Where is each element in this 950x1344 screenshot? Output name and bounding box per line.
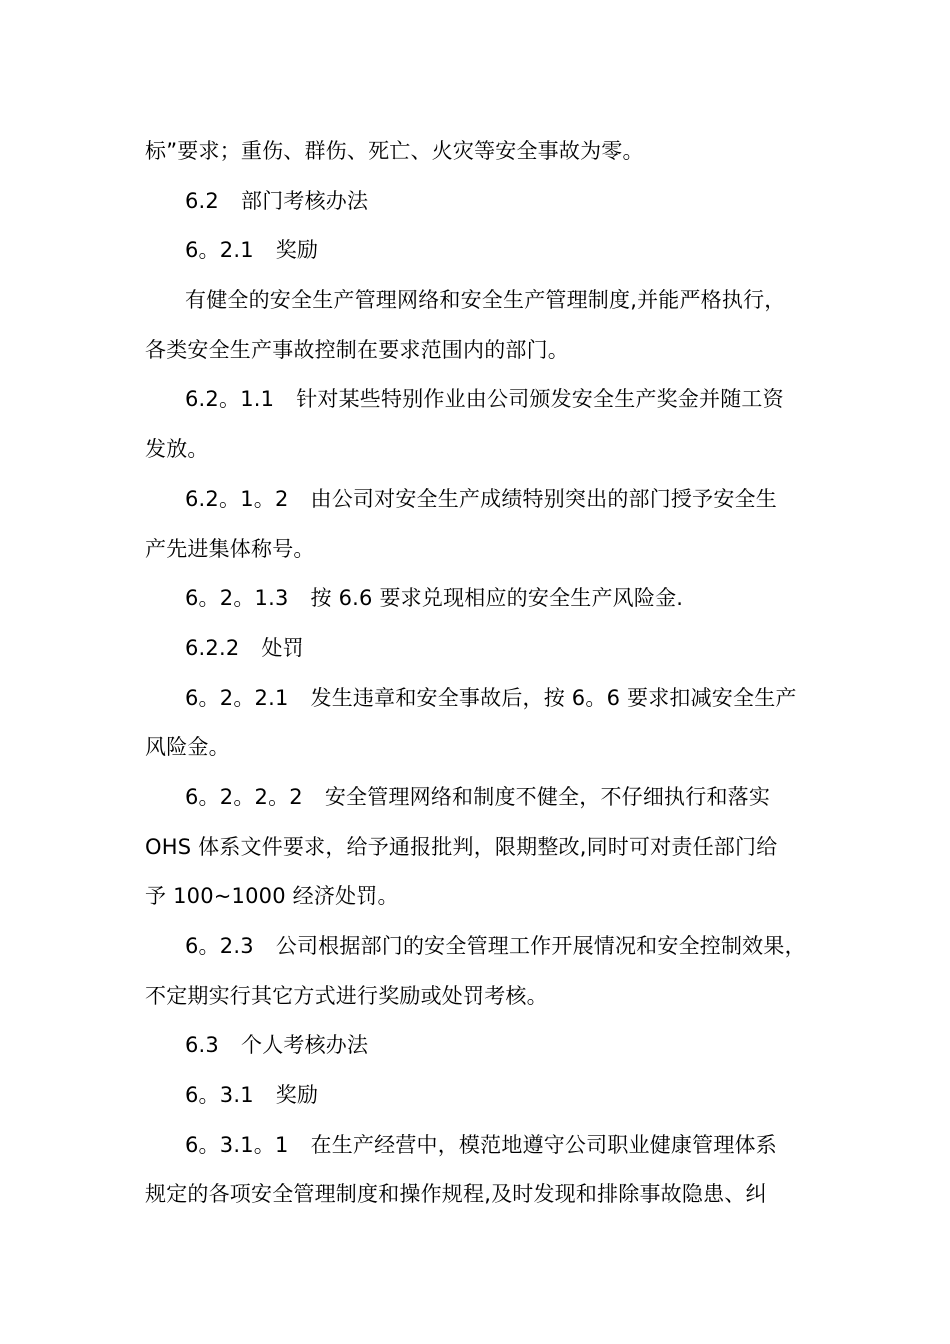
line-text: 部门考核办法	[241, 188, 369, 213]
section-line	[145, 574, 815, 624]
line-text: 针对某些特别作业由公司颁发安全生产奖金并随工资	[296, 387, 784, 412]
line-text: 奖励	[275, 238, 319, 263]
line-text: 由公司对安全生产成绩特别突出的部门授予安全生	[310, 486, 777, 511]
line-text: 发放。	[145, 437, 209, 462]
section-number: 6。2.1	[185, 238, 254, 263]
section-number: 6.2.2	[185, 635, 240, 660]
section-number: 6.2。1。2	[185, 486, 289, 511]
paragraph-line	[145, 276, 815, 326]
section-line	[145, 226, 815, 276]
section-line	[145, 177, 815, 227]
line-text: 公司根据部门的安全管理工作开展情况和安全控制效果，	[275, 934, 806, 958]
section-line	[145, 475, 815, 525]
section-line	[145, 773, 815, 823]
paragraph-line	[145, 823, 815, 873]
line-text: 安全管理网络和制度不健全，不仔细执行和落实	[324, 784, 771, 809]
section-line	[145, 375, 815, 425]
paragraph-line	[145, 723, 815, 773]
paragraph-line	[145, 1170, 815, 1220]
paragraph-line	[145, 326, 815, 376]
line-text: 按 6.6 要求兑现相应的安全生产风险金.	[310, 586, 684, 611]
section-line	[145, 1071, 815, 1121]
line-text: 个人考核办法	[241, 1033, 369, 1058]
line-text: 各类安全生产事故控制在要求范围内的部门。	[145, 337, 569, 362]
paragraph-line	[145, 127, 815, 177]
line-text: 在生产经营中，模范地遵守公司职业健康管理体系	[310, 1132, 777, 1157]
line-text: 有健全的安全生产管理网络和安全生产管理制度,并能严格执行，	[185, 288, 786, 313]
section-line	[145, 674, 815, 724]
paragraph-line	[145, 872, 815, 922]
section-number: 6。2。2。2	[185, 784, 303, 809]
line-text: 处罚	[261, 635, 304, 660]
paragraph-line	[145, 425, 815, 475]
line-text: 规定的各项安全管理制度和操作规程,及时发现和排除事故隐患、纠	[145, 1182, 767, 1207]
section-number: 6。2。2.1	[185, 685, 289, 710]
section-line	[145, 624, 815, 674]
paragraph-line	[145, 972, 815, 1022]
line-text: 奖励	[275, 1083, 319, 1108]
line-text: 予 100~1000 经济处罚。	[145, 884, 399, 909]
line-text: 风险金。	[145, 735, 230, 760]
section-number: 6。3.1	[185, 1083, 254, 1108]
section-number: 6.2。1.1	[185, 387, 275, 412]
section-number: 6。3.1。1	[185, 1132, 289, 1157]
section-number: 6。2.3	[185, 934, 254, 958]
line-text: 不定期实行其它方式进行奖励或处罚考核。	[145, 983, 548, 1008]
section-line	[145, 922, 815, 972]
line-text: 产先进集体称号。	[145, 536, 315, 561]
section-number: 6。2。1.3	[185, 586, 289, 611]
document-body	[145, 127, 815, 1220]
line-text: 发生违章和安全事故后，按 6。6 要求扣减安全生产	[310, 685, 797, 710]
line-text: 标”要求；重伤、群伤、死亡、火灾等安全事故为零。	[145, 139, 644, 163]
paragraph-line	[145, 525, 815, 575]
section-number: 6.2	[185, 188, 219, 213]
section-line	[145, 1021, 815, 1071]
line-text: OHS 体系文件要求，给予通报批判，限期整改,同时可对责任部门给	[145, 834, 778, 859]
section-line	[145, 1121, 815, 1171]
section-number: 6.3	[185, 1033, 219, 1058]
